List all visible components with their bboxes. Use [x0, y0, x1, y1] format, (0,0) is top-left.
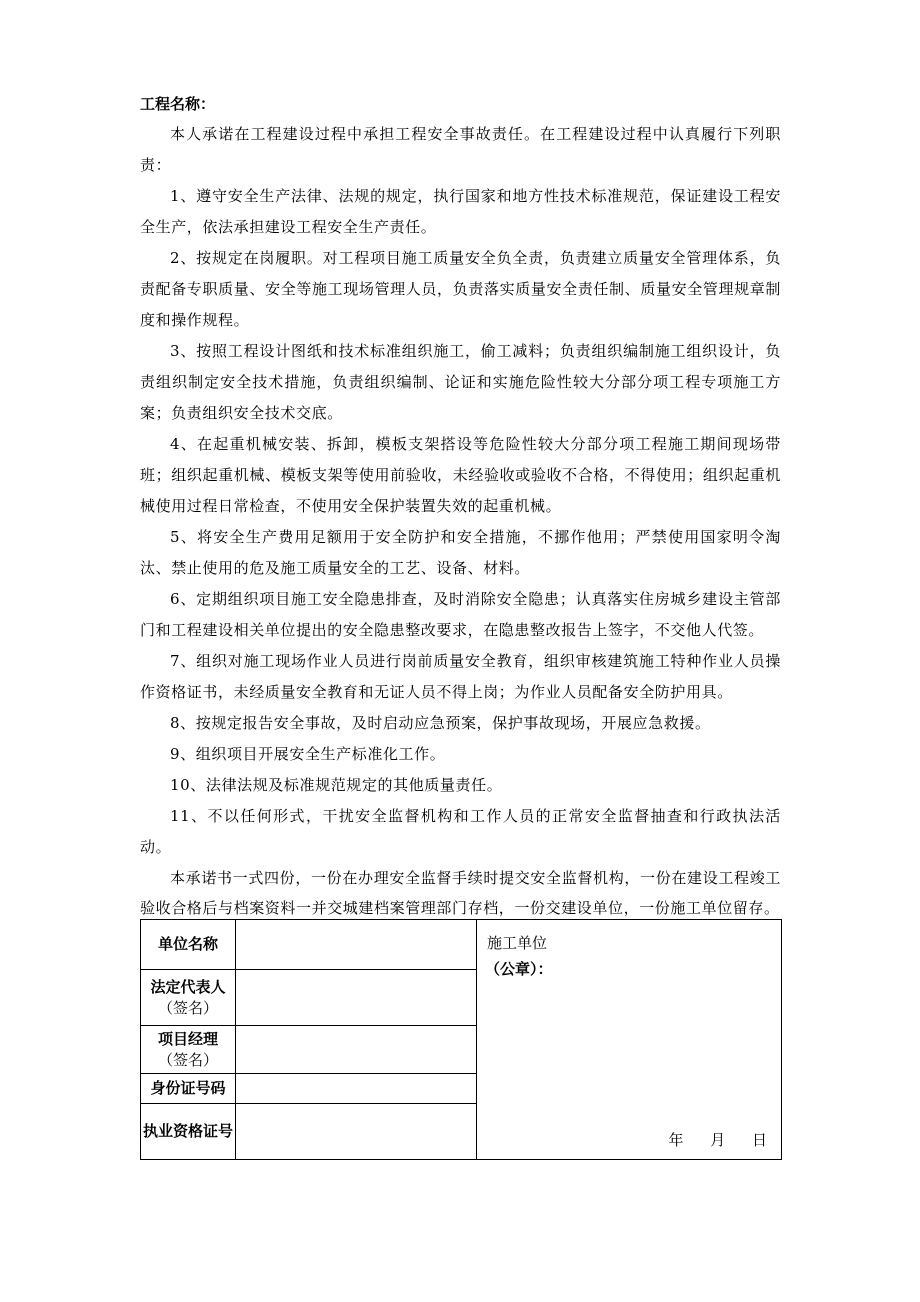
- signature-hint: （签名）: [157, 998, 218, 1017]
- unit-name-label: [141, 920, 236, 970]
- signature-hint: （签名）: [157, 1050, 218, 1069]
- id-number-label: [141, 1074, 236, 1104]
- construction-unit-stamp-cell: [477, 920, 782, 1160]
- qualification-cert-label: [141, 1104, 236, 1160]
- row-label: 单位名称: [157, 935, 218, 953]
- row-label: 身份证号码: [150, 1079, 226, 1097]
- id-number-field[interactable]: [236, 1074, 477, 1104]
- row-label: 执业资格证号: [142, 1122, 233, 1140]
- paragraph-intro: 本人承诺在工程建设过程中承担工程安全事故责任。在工程建设过程中认真履行下列职责：: [140, 125, 781, 174]
- official-seal-label: （公章）：: [485, 960, 553, 978]
- row-label: 项目经理: [157, 1029, 218, 1048]
- paragraph-item-5: 5、将安全生产费用足额用于安全防护和安全措施，不挪作他用；严禁使用国家明令淘汰、禁止使用的危及施工质量安全的工艺、设备、材料。: [140, 528, 781, 577]
- paragraph-item-3: 3、按照工程设计图纸和技术标准组织施工，偷工减料；负责组织编制施工组织设计，负责组织制定安全技术措施，负责组织编制、论证和实施危险性较大分部分项工程专项施工方案；负责组织安全技术交底。: [140, 342, 781, 422]
- project-manager-signature-field[interactable]: [236, 1026, 477, 1074]
- project-name-label: 工程名称：: [140, 95, 216, 113]
- paragraph-item-8: 8、按规定报告安全事故，及时启动应急预案，保护事故现场，开展应急救援。: [170, 714, 711, 732]
- legal-representative-label: [141, 970, 236, 1026]
- paragraph-item-7: 7、组织对施工现场作业人员进行岗前质量安全教育，组织审核建筑施工特种作业人员操作资格证书，未经质量安全教育和无证人员不得上岗；为作业人员配备安全防护用具。: [140, 652, 781, 701]
- paragraph-item-1: 1、遵守安全生产法律、法规的规定，执行国家和地方性技术标准规范，保证建设工程安全生产，依法承担建设工程安全生产责任。: [140, 187, 781, 236]
- project-manager-label: [141, 1026, 236, 1074]
- qualification-cert-field[interactable]: [236, 1104, 477, 1160]
- row-label: 法定代表人: [150, 977, 226, 996]
- paragraph-item-9: 9、组织项目开展安全生产标准化工作。: [170, 745, 446, 763]
- paragraph-item-4: 4、在起重机械安装、拆卸，模板支架搭设等危险性较大分部分项工程施工期间现场带班；组织起重机械、模板支架等使用前验收，未经验收或验收不合格，不得使用；组织起重机械使用过程日常检查，不使用安全保护装置失效的起重机械。: [140, 435, 781, 515]
- table-row: [141, 920, 782, 970]
- paragraph-item-10: 10、法律法规及标准规范规定的其他质量责任。: [170, 776, 503, 794]
- paragraph-item-11: 11、不以任何形式，干扰安全监督机构和工作人员的正常安全监督抽查和行政执法活动。: [140, 807, 781, 856]
- date-label: 年 月 日: [668, 1131, 767, 1149]
- signature-table: [140, 919, 782, 1160]
- legal-representative-signature-field[interactable]: [236, 970, 477, 1026]
- construction-unit-label: 施工单位: [487, 934, 548, 952]
- document-body: [140, 90, 781, 923]
- paragraph-item-6: 6、定期组织项目施工安全隐患排查，及时消除安全隐患；认真落实住房城乡建设主管部门和工程建设相关单位提出的安全隐患整改要求，在隐患整改报告上签字，不交他人代签。: [140, 590, 781, 639]
- paragraph-copies-note: 本承诺书一式四份，一份在办理安全监督手续时提交安全监督机构，一份在建设工程竣工验收合格后与档案资料一并交城建档案管理部门存档，一份交建设单位，一份施工单位留存。: [140, 869, 781, 917]
- unit-name-field[interactable]: [236, 920, 477, 970]
- paragraph-item-2: 2、按规定在岗履职。对工程项目施工质量安全负全责，负责建立质量安全管理体系，负责配备专职质量、安全等施工现场管理人员，负责落实质量安全责任制、质量安全管理规章制度和操作规程。: [140, 249, 781, 329]
